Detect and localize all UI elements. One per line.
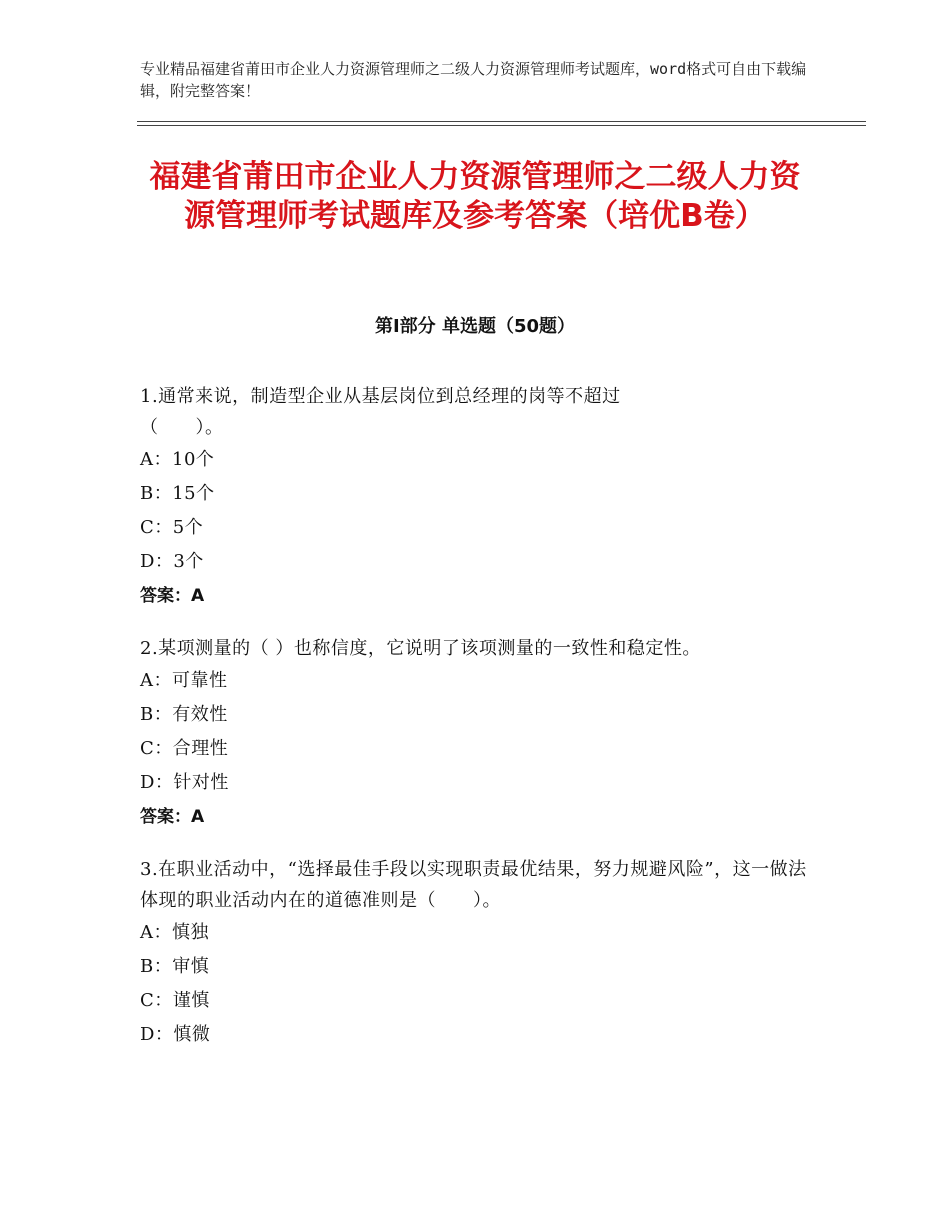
option-c: C：5个 — [140, 517, 204, 538]
header-divider — [137, 121, 866, 126]
question-item — [140, 854, 810, 1052]
question-list — [140, 381, 810, 1072]
option-b: B：审慎 — [140, 956, 210, 977]
question-stem: 1.通常来说，制造型企业从基层岗位到总经理的岗等不超过 （ ）。 — [140, 386, 621, 438]
section-heading: 第Ⅰ部分 单选题（50题） — [374, 316, 575, 337]
option-d: D：3个 — [140, 551, 204, 572]
answer-line: 答案：A — [140, 807, 205, 827]
option-d: D：针对性 — [140, 772, 229, 793]
question-stem: 2.某项测量的（ ）也称信度，它说明了该项测量的一致性和稳定性。 — [140, 638, 701, 659]
question-item — [140, 381, 810, 613]
option-a: A：可靠性 — [140, 670, 228, 691]
option-b: B：15个 — [140, 483, 215, 504]
option-a: A：10个 — [140, 449, 215, 470]
question-item — [140, 633, 810, 834]
option-b: B：有效性 — [140, 704, 228, 725]
option-c: C：谨慎 — [140, 990, 210, 1011]
option-d: D：慎微 — [140, 1024, 211, 1045]
answer-line: 答案：A — [140, 586, 205, 606]
document-title: 福建省莆田市企业人力资源管理师之二级人力资源管理师考试题库及参考答案（培优B卷） — [149, 159, 801, 234]
option-c: C：合理性 — [140, 738, 229, 759]
question-stem: 3.在职业活动中，“选择最佳手段以实现职责最优结果，努力规避风险”，这一做法体现的职业活动内在的道德准则是（ ）。 — [140, 859, 807, 911]
header-note: 专业精品福建省莆田市企业人力资源管理师之二级人力资源管理师考试题库，word格式可自由下载编辑，附完整答案！ — [140, 60, 807, 100]
option-a: A：慎独 — [140, 922, 209, 943]
